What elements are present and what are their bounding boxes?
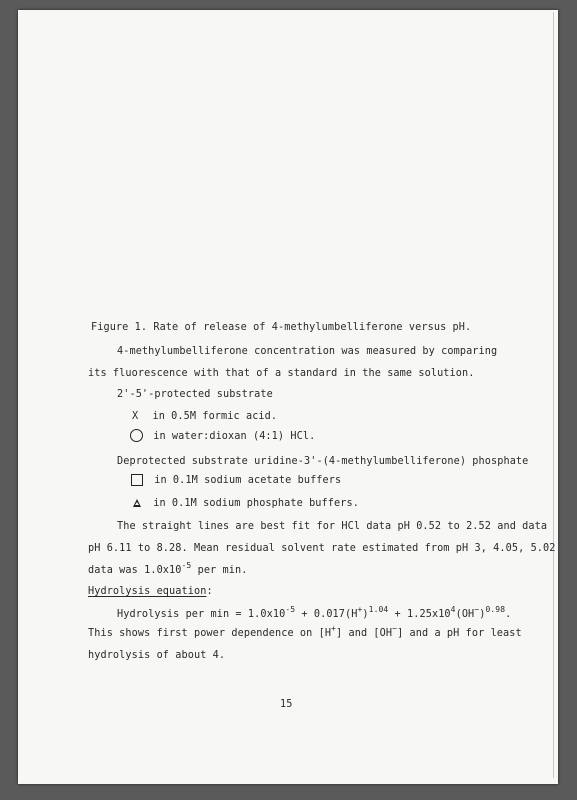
legend-item-x — [132, 412, 277, 422]
square-marker-icon — [131, 474, 143, 486]
triangle-marker-icon — [133, 499, 141, 507]
figure-caption: Figure 1. Rate of release of 4-methylumbelliferone versus pH. — [91, 322, 472, 333]
paragraph-line: data was $1.0x10^{-5}$ per min. — [88, 561, 248, 576]
legend-text: in 0.1M sodium phosphate buffers. — [153, 498, 359, 509]
x-marker-icon: X — [132, 411, 139, 422]
paragraph-line: its fluorescence with that of a standard in the same solution. — [88, 368, 475, 379]
legend-text: in 0.5M formic acid. — [152, 411, 278, 422]
paragraph-line: The straight lines are best fit for HCl data pH 0.52 to 2.52 and data — [117, 521, 548, 532]
legend-text: in 0.1M sodium acetate buffers — [154, 475, 342, 486]
hydrolysis-equation: Hydrolysis per $\min = 1.0x10^{-5} + 0.017(H^+)^{1.04} + 1.25x10^4(OH^-)^{0.98}$. — [117, 605, 512, 620]
legend-item-square — [131, 474, 341, 486]
page-edge-line — [553, 12, 554, 778]
paragraph-line: pH 6.11 to 8.28. Mean residual solvent rate estimated from pH 3, 4.05, 5.02 — [88, 543, 556, 554]
legend-item-triangle — [133, 499, 359, 509]
page-number: 15 — [280, 699, 293, 710]
circle-marker-icon — [130, 429, 143, 442]
deprotected-substrate-heading: Deprotected substrate uridine-3'-(4-methylumbelliferone) phosphate — [117, 456, 529, 467]
document-page — [18, 10, 558, 784]
hydrolysis-heading: Hydrolysis equation: — [88, 586, 213, 597]
legend-item-circle — [130, 429, 315, 442]
paragraph-line: hydrolysis of about 4. — [88, 650, 226, 661]
legend-text: in water:dioxan (4:1) HCl. — [153, 430, 316, 442]
paragraph-line: 4-methylumbelliferone concentration was measured by comparing — [117, 346, 498, 357]
paragraph-line: This shows first power dependence on [H+] and [OH−] and a pH for least — [88, 624, 522, 639]
protected-substrate-heading: 2'-5'-protected substrate — [117, 389, 273, 400]
